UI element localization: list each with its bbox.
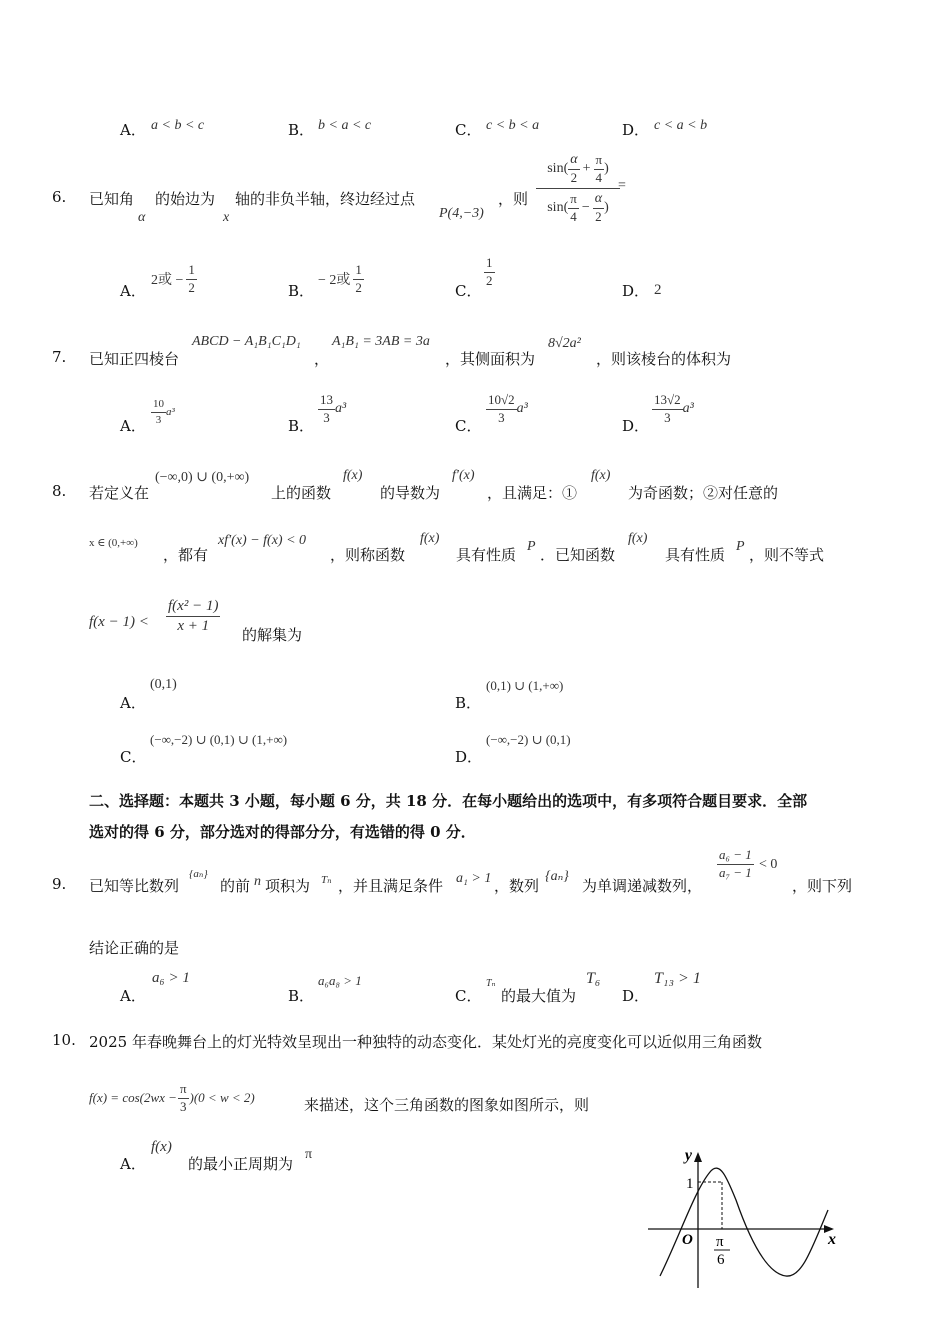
q7-b-value xyxy=(318,393,346,426)
q9-a-label: A． xyxy=(120,987,146,1005)
q6-bot-alpha: α xyxy=(593,191,604,209)
q9-a1-cond: a₁ > 1 xyxy=(456,871,492,886)
q6-top-2: 2 xyxy=(570,170,578,186)
section2-line-1: 二、选择题：本题共 3 小题，每小题 6 分，共 18 分．在每小题给出的选项中，有多项符合题目要求．全部 xyxy=(89,792,808,810)
q9-b-text: a₆a₈ > 1 xyxy=(318,973,362,988)
q10-f-den: 3 xyxy=(179,1098,187,1114)
q6-text-3: 轴的非负半轴，终边经过点 xyxy=(235,190,416,208)
pi-label: π xyxy=(716,1234,724,1250)
q6-a-num: 1 xyxy=(186,263,197,280)
q8-a-text: (0,1) xyxy=(150,677,177,692)
q6-bot-close: ) xyxy=(604,200,609,216)
q9-c-label: C． xyxy=(455,987,482,1005)
q7-d-value xyxy=(652,393,694,426)
q10-f-a: f(x) = cos(2wx − xyxy=(89,1090,177,1106)
q6-top-4: 4 xyxy=(595,169,603,185)
q10-f-num: π xyxy=(178,1082,189,1099)
q9-c-text: 的最大值为 xyxy=(501,987,577,1005)
q9-Tn: Tₙ xyxy=(321,874,332,886)
q6-text-2: 的始边为 xyxy=(155,190,216,208)
q10-function xyxy=(89,1082,255,1115)
q6-a-text: 2或 − xyxy=(151,273,184,289)
q10-f-frac xyxy=(178,1082,189,1115)
q8-fx-4: f(x) xyxy=(628,531,648,546)
q7-b-label: B． xyxy=(288,417,315,435)
q6-number: 6. xyxy=(52,188,67,206)
q6-b-num: 1 xyxy=(353,263,364,280)
q7-a-den: 3 xyxy=(155,413,162,426)
q6-top-close: ) xyxy=(604,161,609,177)
q8-text-12: 的解集为 xyxy=(242,626,303,644)
q7-a-tail: a³ xyxy=(166,406,175,419)
q7-area: 8√2a² xyxy=(548,336,581,351)
q7-text-1: 已知正四棱台 xyxy=(89,350,180,368)
q8-rhs-frac xyxy=(166,598,220,636)
q9-c-T6: T₆ xyxy=(586,970,601,987)
q7-number: 7. xyxy=(52,348,67,366)
q5-b-text: b < a < c xyxy=(318,118,372,133)
q6-top-alpha: α xyxy=(568,152,579,170)
section2-line-2: 选对的得 6 分，部分选对的得部分分，有选错的得 0 分． xyxy=(89,823,476,841)
q6-alpha: α xyxy=(138,210,146,225)
q8-lhs: f(x − 1) < xyxy=(89,614,149,630)
q8-P-1: P xyxy=(527,539,536,554)
q8-rhs-num: f(x² − 1) xyxy=(166,598,220,617)
q7-c-den: 3 xyxy=(498,409,505,425)
q8-text-9: ．已知函数 xyxy=(540,546,616,564)
q8-fx-2: f(x) xyxy=(591,468,611,483)
q10-f-b: )(0 < w < 2) xyxy=(189,1090,255,1106)
q6-b-frac xyxy=(353,263,364,296)
q8-text-10: 具有性质 xyxy=(665,546,726,564)
q9-lt-zero: < 0 xyxy=(759,857,778,872)
q5-c-text: c < b < a xyxy=(486,118,540,133)
q8-text-4: ，且满足：① xyxy=(487,484,578,502)
q8-text-11: ，则不等式 xyxy=(749,546,825,564)
q6-c-den: 2 xyxy=(486,272,493,288)
q6-top-frac2 xyxy=(594,153,605,186)
q7-d-tail: a³ xyxy=(682,401,694,417)
q8-x-range: x ∈ (0,+∞) xyxy=(89,537,138,549)
q7-d-frac xyxy=(652,393,683,426)
q6-bot-4: 4 xyxy=(570,208,577,224)
x-label: x xyxy=(828,1231,836,1248)
q9-a-text: a₆ > 1 xyxy=(152,970,190,986)
q6-a-den: 2 xyxy=(188,279,195,295)
one-label: 1 xyxy=(686,1176,694,1192)
q9-fraction xyxy=(717,848,754,881)
q6-d-text: 2 xyxy=(654,282,662,298)
q6-a-label: A． xyxy=(120,282,146,300)
q8-d-label: D． xyxy=(455,748,483,766)
q10-a-pi: π xyxy=(305,1147,313,1162)
q8-number: 8. xyxy=(52,482,67,500)
q6-a-frac xyxy=(186,263,197,296)
q6-bot-minus: − xyxy=(581,200,590,216)
q9-n: n xyxy=(254,874,261,889)
q7-a-frac xyxy=(151,398,166,426)
q10-a-fx: f(x) xyxy=(151,1139,172,1155)
q9-text-2: 的前 xyxy=(220,877,251,895)
q8-text-2: 上的函数 xyxy=(271,484,332,502)
q9-number: 9. xyxy=(52,875,67,893)
q7-b-num: 13 xyxy=(318,393,335,410)
q8-text-3: 的导数为 xyxy=(380,484,441,502)
y-label: y xyxy=(684,1147,692,1164)
q7-b-den: 3 xyxy=(323,409,330,425)
q6-fraction xyxy=(536,152,620,225)
q6-bot-pi: π xyxy=(568,192,579,209)
q8-fx-3: f(x) xyxy=(420,531,440,546)
q6-top-sin: sin( xyxy=(547,161,569,177)
q7-b-tail: a³ xyxy=(335,401,347,417)
q6-bot-2: 2 xyxy=(595,209,602,225)
q7-c-value xyxy=(486,393,528,426)
q7-text-3: ，其侧面积为 xyxy=(445,350,536,368)
q10-number: 10. xyxy=(52,1031,76,1049)
q8-inequality: xf′(x) − f(x) < 0 xyxy=(218,533,307,548)
q9-d-label: D． xyxy=(622,987,650,1005)
q7-c-frac xyxy=(486,393,517,426)
q7-c-num: 10√2 xyxy=(486,393,517,410)
q6-text-1: 已知角 xyxy=(89,190,135,208)
q7-frustum: ABCD − A₁B₁C₁D₁ xyxy=(192,334,301,349)
q9-d-text: T₁₃ > 1 xyxy=(654,970,701,987)
q10-text-1: 2025 年春晚舞台上的灯光特效呈现出一种独特的动态变化．某处灯光的亮度变化可以近似用三角函数 xyxy=(89,1033,762,1051)
q6-b-den: 2 xyxy=(355,279,362,295)
q8-domain: (−∞,0) ∪ (0,+∞) xyxy=(155,470,250,485)
origin-label: O xyxy=(682,1232,693,1248)
q7-c-label: C． xyxy=(455,417,482,435)
q6-c-frac xyxy=(484,256,495,289)
q6-c-value xyxy=(484,256,495,289)
q9-text-4: ，并且满足条件 xyxy=(338,877,444,895)
q6-c-label: C． xyxy=(455,282,482,300)
q6-b-label: B． xyxy=(288,282,315,300)
q5-d-text: c < a < b xyxy=(654,118,708,133)
q10-text-2: 来描述，这个三角函数的图象如图所示，则 xyxy=(304,1096,590,1114)
q8-rhs-den: x + 1 xyxy=(177,618,210,635)
q6-top-frac1 xyxy=(568,152,579,186)
q5-a-label: A． xyxy=(120,121,146,139)
q7-a-label: A． xyxy=(120,417,146,435)
q9-text-6: 为单调递减数列， xyxy=(582,877,703,895)
q7-b-frac xyxy=(318,393,335,426)
q8-text-8: 具有性质 xyxy=(456,546,517,564)
q6-bot-frac2 xyxy=(593,191,604,225)
q6-b-value xyxy=(318,263,364,296)
q6-equals: = xyxy=(618,178,626,193)
q6-b-text: − 2或 xyxy=(318,273,351,289)
q8-b-text: (0,1) ∪ (1,+∞) xyxy=(486,678,564,693)
cosine-graph xyxy=(640,1140,840,1290)
q8-text-5: 为奇函数；②对任意的 xyxy=(628,484,779,502)
q9-text-5: ，数列 xyxy=(494,877,540,895)
q9-frac-num: a₆ − 1 xyxy=(717,848,754,865)
q8-c-text: (−∞,−2) ∪ (0,1) ∪ (1,+∞) xyxy=(150,732,288,747)
q9-text-1: 已知等比数列 xyxy=(89,877,180,895)
q8-rhs xyxy=(166,598,220,636)
q6-numerator xyxy=(536,152,620,189)
q8-b-label: B． xyxy=(455,694,482,712)
q6-text-4: ，则 xyxy=(498,190,529,208)
q8-fx-1: f(x) xyxy=(343,468,363,483)
q9-text-8: 结论正确的是 xyxy=(89,939,180,957)
q8-a-label: A． xyxy=(120,694,146,712)
y-axis-arrow xyxy=(694,1152,702,1162)
q7-d-num: 13√2 xyxy=(652,393,683,410)
q8-P-2: P xyxy=(736,539,745,554)
q8-d-text: (−∞,−2) ∪ (0,1) xyxy=(486,732,571,747)
q9-b-label: B． xyxy=(288,987,315,1005)
q10-a-label: A． xyxy=(120,1155,146,1173)
q5-c-label: C． xyxy=(455,121,482,139)
q8-text-6: ，都有 xyxy=(163,546,209,564)
q5-b-label: B． xyxy=(288,121,315,139)
q6-denominator xyxy=(536,189,620,225)
q8-c-label: C． xyxy=(120,748,147,766)
q9-frac xyxy=(717,848,754,881)
q8-text-7: ，则称函数 xyxy=(330,546,406,564)
q8-text-1: 若定义在 xyxy=(89,484,150,502)
q7-text-2: ， xyxy=(314,350,330,368)
q9-text-3: 项积为 xyxy=(265,877,311,895)
q6-top-pi: π xyxy=(594,153,605,170)
q6-top-plus: + xyxy=(582,161,591,177)
q9-an-1: {aₙ} xyxy=(189,868,208,880)
q9-c-Tn: Tₙ xyxy=(486,978,496,989)
q7-d-label: D． xyxy=(622,417,650,435)
q5-d-label: D． xyxy=(622,121,650,139)
q7-condition: A₁B₁ = 3AB = 3a xyxy=(332,334,430,349)
q7-d-den: 3 xyxy=(664,409,671,425)
q10-a-text: 的最小正周期为 xyxy=(188,1155,294,1173)
q6-bot-sin: sin( xyxy=(547,200,569,216)
q7-a-num: 10 xyxy=(151,398,166,413)
six-label: 6 xyxy=(717,1252,725,1268)
q6-d-label: D． xyxy=(622,282,650,300)
q6-point: P(4,−3) xyxy=(439,206,484,221)
q6-c-num: 1 xyxy=(484,256,495,273)
q7-text-4: ，则该棱台的体积为 xyxy=(596,350,732,368)
q6-a-value xyxy=(151,263,197,296)
q7-c-tail: a³ xyxy=(516,401,528,417)
q9-frac-den: a₇ − 1 xyxy=(719,864,752,880)
q9-an-2: {aₙ} xyxy=(545,869,569,884)
q8-fprime: f′(x) xyxy=(452,468,475,483)
q6-bot-frac1 xyxy=(568,192,579,225)
q5-a-text: a < b < c xyxy=(151,118,205,133)
q7-a-value xyxy=(151,398,175,426)
q9-text-7: ，则下列 xyxy=(792,877,853,895)
q6-x: x xyxy=(223,210,230,225)
